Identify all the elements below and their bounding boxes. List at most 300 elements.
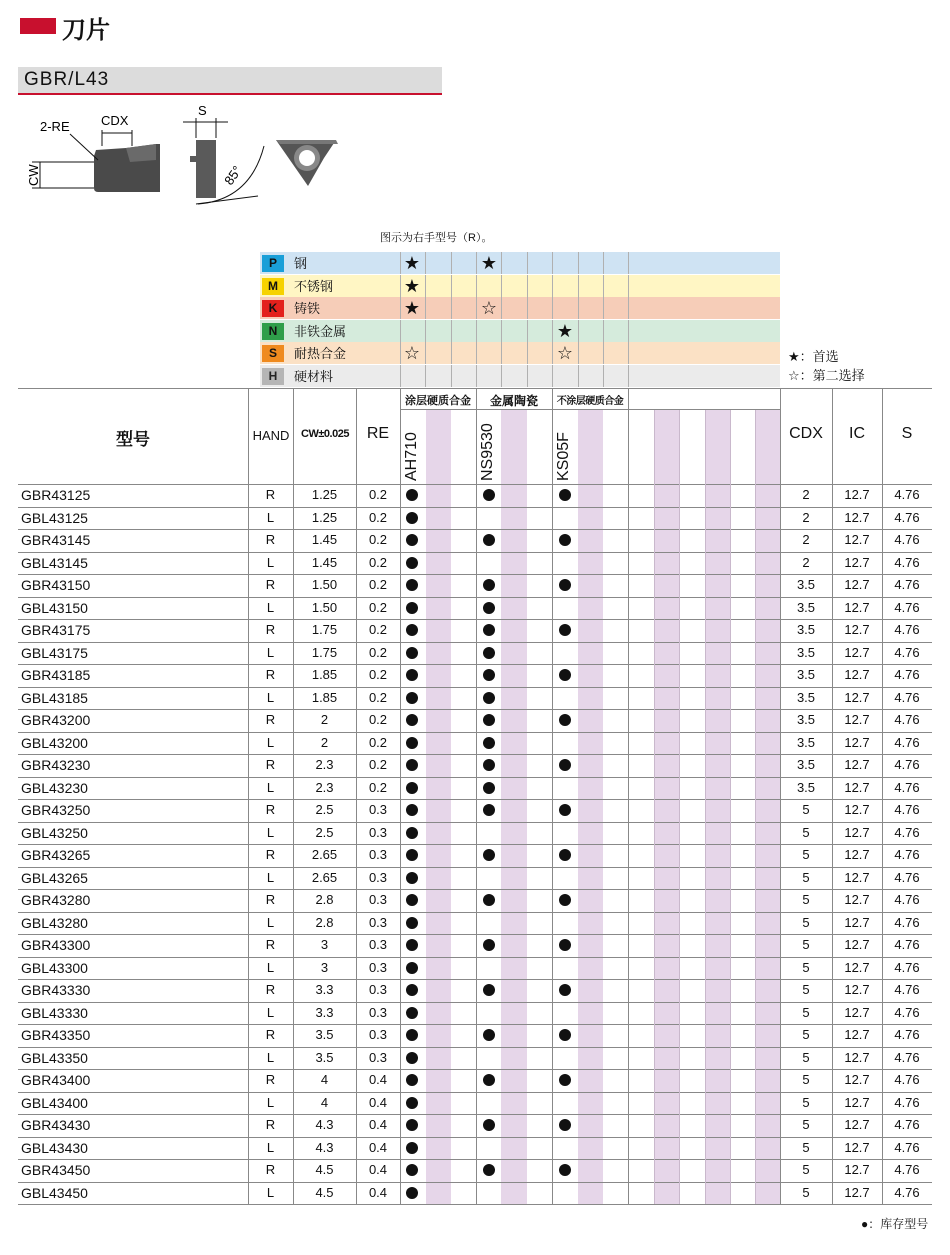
cw-cell: 2	[320, 712, 329, 727]
cw-cell: 2.5	[315, 824, 334, 840]
stock-dot-icon	[406, 1187, 418, 1199]
s-cell: 4.76	[894, 914, 920, 930]
s-cell: 4.76	[894, 779, 920, 795]
ic-cell: 12.7	[844, 1004, 870, 1020]
stock-dot-icon	[483, 714, 495, 726]
hand-cell: L	[266, 554, 275, 570]
model-cell: GBL43185	[21, 689, 88, 706]
model-cell: GBL43430	[21, 1139, 88, 1156]
cw-cell: 4.5	[315, 1184, 334, 1200]
material-name: 不锈钢	[294, 278, 334, 294]
grid-line	[451, 275, 452, 297]
side-view-drawing	[32, 130, 160, 192]
col-group-cermet: 金属陶瓷	[489, 394, 538, 408]
re-cell: 0.4	[368, 1117, 388, 1132]
grid-line	[476, 320, 477, 342]
cw-cell: 2.8	[315, 892, 334, 907]
stock-dot-icon	[483, 939, 495, 951]
stock-dot-icon	[406, 669, 418, 681]
re-cell: 0.4	[368, 1139, 388, 1155]
s-cell: 4.76	[894, 1094, 920, 1110]
cw-cell: 1.25	[311, 509, 338, 525]
ic-cell: 12.7	[844, 869, 870, 885]
cdx-cell: 3.5	[796, 757, 816, 772]
grid-line	[552, 275, 553, 297]
grade-subcolumn-divider	[730, 410, 731, 1204]
re-cell: 0.4	[368, 1162, 388, 1177]
cdx-cell: 5	[802, 1117, 810, 1132]
group-header-divider	[400, 409, 780, 410]
s-cell: 4.76	[894, 644, 920, 660]
model-cell: GBL43350	[21, 1049, 88, 1066]
cdx-cell: 5	[802, 802, 810, 817]
stock-dot-icon	[483, 737, 495, 749]
re-cell: 0.4	[368, 1094, 388, 1110]
stock-dot-icon	[483, 1074, 495, 1086]
cw-cell: 3.3	[315, 982, 334, 997]
model-cell: GBR43430	[21, 1117, 91, 1133]
grid-line	[578, 275, 579, 297]
stock-dot-icon	[559, 534, 571, 546]
grid-line	[501, 297, 502, 319]
section-color-bar	[20, 18, 56, 34]
material-row-s	[260, 342, 780, 364]
cw-cell: 3	[320, 959, 329, 975]
table-top-border	[18, 388, 932, 389]
model-title-underline	[18, 93, 442, 95]
grade-header-ah710: AH710	[403, 432, 420, 481]
cdx-cell: 3.5	[796, 779, 816, 795]
model-cell: GBR43330	[21, 982, 91, 998]
stock-dot-icon	[406, 579, 418, 591]
second-choice-star-icon: ☆	[403, 343, 421, 364]
grid-line	[527, 297, 528, 319]
stock-dot-icon	[559, 624, 571, 636]
stock-dot-icon	[406, 894, 418, 906]
material-name: 非铁金属	[294, 323, 347, 339]
s-cell: 4.76	[894, 892, 920, 907]
stock-dot-icon	[406, 557, 418, 569]
stock-dot-icon	[483, 984, 495, 996]
s-cell: 4.76	[894, 869, 920, 885]
ic-cell: 12.7	[844, 1139, 870, 1155]
grid-line	[501, 252, 502, 274]
re-cell: 0.4	[368, 1072, 388, 1087]
ic-cell: 12.7	[844, 712, 870, 727]
hand-cell: L	[266, 734, 275, 750]
re-cell: 0.3	[368, 982, 388, 997]
grid-line	[628, 365, 629, 387]
grid-line	[476, 342, 477, 364]
cdx-cell: 2	[802, 487, 810, 502]
hand-cell: L	[266, 1049, 275, 1065]
col-header-hand: HAND	[252, 428, 290, 443]
model-cell: GBR43265	[21, 847, 91, 863]
model-cell: GBL43300	[21, 959, 88, 976]
stock-dot-icon	[406, 1074, 418, 1086]
s-cell: 4.76	[894, 959, 920, 975]
grid-line	[501, 320, 502, 342]
material-code-badge: M	[262, 278, 284, 295]
hand-cell: R	[265, 757, 276, 772]
model-cell: GBR43450	[21, 1162, 91, 1178]
hand-cell: L	[266, 689, 275, 705]
cw-cell: 4	[320, 1094, 329, 1110]
ic-cell: 12.7	[844, 734, 870, 750]
s-cell: 4.76	[894, 532, 920, 547]
grid-line	[451, 252, 452, 274]
ic-cell: 12.7	[844, 1094, 870, 1110]
hand-cell: R	[265, 937, 276, 952]
stock-dot-icon	[406, 714, 418, 726]
cw-cell: 2.3	[315, 779, 334, 795]
cdx-cell: 5	[802, 914, 810, 930]
s-cell: 4.76	[894, 1049, 920, 1065]
grid-line	[527, 342, 528, 364]
ic-cell: 12.7	[844, 1117, 870, 1132]
grid-line	[451, 342, 452, 364]
model-cell: GBR43400	[21, 1072, 91, 1088]
cw-cell: 2	[320, 734, 329, 750]
grid-line	[578, 365, 579, 387]
col-header-s: S	[901, 425, 913, 442]
stock-dot-icon	[483, 804, 495, 816]
re-cell: 0.2	[368, 734, 388, 750]
s-cell: 4.76	[894, 712, 920, 727]
cw-cell: 1.85	[311, 667, 338, 682]
grid-line	[578, 320, 579, 342]
model-cell: GBR43300	[21, 937, 91, 953]
model-cell: GBR43200	[21, 712, 91, 728]
material-name: 硬材料	[294, 369, 334, 384]
cw-cell: 1.50	[311, 577, 338, 592]
stock-dot-icon	[483, 534, 495, 546]
model-cell: GBR43185	[21, 667, 91, 683]
material-row-h	[260, 365, 780, 387]
hand-cell: R	[265, 1162, 276, 1177]
cdx-cell: 5	[802, 1004, 810, 1020]
grid-line	[501, 275, 502, 297]
column-divider	[628, 388, 629, 1204]
diagram-label-cdx: CDX	[101, 113, 129, 128]
ic-cell: 12.7	[844, 959, 870, 975]
grid-line	[552, 297, 553, 319]
re-cell: 0.3	[368, 1027, 388, 1042]
grid-line	[527, 320, 528, 342]
grid-line	[628, 297, 629, 319]
s-cell: 4.76	[894, 847, 920, 862]
re-cell: 0.3	[368, 802, 388, 817]
row-divider	[18, 1204, 932, 1205]
ic-cell: 12.7	[844, 644, 870, 660]
s-cell: 4.76	[894, 689, 920, 705]
grid-line	[527, 275, 528, 297]
grid-line	[476, 365, 477, 387]
stock-dot-icon	[559, 759, 571, 771]
ic-cell: 12.7	[844, 1027, 870, 1042]
grid-line	[578, 297, 579, 319]
ic-cell: 12.7	[844, 487, 870, 502]
model-cell: GBL43400	[21, 1094, 88, 1111]
stock-dot-icon	[406, 962, 418, 974]
column-divider	[476, 388, 477, 1204]
cw-cell: 4	[320, 1072, 329, 1087]
right-hand-note: 图示为右手型号（R）。	[380, 232, 493, 244]
stock-dot-icon	[406, 804, 418, 816]
model-cell: GBL43265	[21, 869, 88, 886]
material-name: 耐热合金	[294, 346, 347, 362]
stock-dot-icon	[559, 1164, 571, 1176]
grade-subcolumn-divider	[654, 410, 655, 1204]
grid-line	[578, 342, 579, 364]
cw-cell: 2.5	[315, 802, 334, 817]
ic-cell: 12.7	[844, 689, 870, 705]
col-group-coated-carbide: 涂层硬质合金	[405, 395, 471, 407]
stock-dot-icon	[406, 1029, 418, 1041]
hand-cell: R	[265, 1072, 276, 1087]
cw-cell: 2.3	[315, 757, 334, 772]
cdx-cell: 5	[802, 847, 810, 862]
col-header-cw: CW±0.025	[301, 428, 349, 440]
s-cell: 4.76	[894, 1117, 920, 1132]
s-cell: 4.76	[894, 599, 920, 615]
s-cell: 4.76	[894, 487, 920, 502]
hand-cell: R	[265, 847, 276, 862]
material-code-badge: H	[262, 368, 284, 385]
column-divider	[400, 388, 401, 1204]
insert-top-view-drawing	[276, 140, 338, 186]
ic-cell: 12.7	[844, 532, 870, 547]
model-cell: GBL43280	[21, 914, 88, 931]
cdx-cell: 3.5	[796, 667, 816, 682]
re-cell: 0.3	[368, 824, 388, 840]
model-cell: GBL43175	[21, 644, 88, 661]
cw-cell: 1.25	[311, 487, 338, 502]
model-cell: GBR43145	[21, 532, 91, 548]
re-cell: 0.2	[368, 599, 388, 615]
re-cell: 0.2	[368, 577, 388, 592]
model-cell: GBR43280	[21, 892, 91, 908]
cdx-cell: 2	[802, 554, 810, 570]
s-cell: 4.76	[894, 1139, 920, 1155]
s-cell: 4.76	[894, 937, 920, 952]
stock-dot-icon	[559, 939, 571, 951]
re-cell: 0.2	[368, 689, 388, 705]
s-cell: 4.76	[894, 554, 920, 570]
s-cell: 4.76	[894, 1072, 920, 1087]
material-code-badge: K	[262, 300, 284, 317]
cw-cell: 1.45	[311, 532, 338, 547]
grid-line	[425, 365, 426, 387]
cw-cell: 1.85	[311, 689, 338, 705]
hand-cell: L	[266, 869, 275, 885]
legend-second-choice: ☆：第二选择	[788, 368, 865, 383]
cw-cell: 1.75	[311, 622, 338, 637]
col-header-ic: IC	[849, 425, 865, 442]
hand-cell: L	[266, 1184, 275, 1200]
ic-cell: 12.7	[844, 1049, 870, 1065]
re-cell: 0.3	[368, 937, 388, 952]
legend-first-choice: ★：首选	[788, 349, 839, 364]
grid-line	[501, 365, 502, 387]
hand-cell: R	[265, 487, 276, 502]
cdx-cell: 5	[802, 1072, 810, 1087]
ic-cell: 12.7	[844, 779, 870, 795]
cdx-cell: 5	[802, 1162, 810, 1177]
stock-dot-icon	[559, 804, 571, 816]
cw-cell: 1.45	[311, 554, 338, 570]
re-cell: 0.3	[368, 959, 388, 975]
re-cell: 0.3	[368, 892, 388, 907]
cw-cell: 1.50	[311, 599, 338, 615]
ic-cell: 12.7	[844, 667, 870, 682]
cw-cell: 4.3	[315, 1117, 334, 1132]
material-code-badge: N	[262, 323, 284, 340]
first-choice-star-icon: ★	[480, 253, 498, 273]
ic-cell: 12.7	[844, 802, 870, 817]
grid-line	[552, 252, 553, 274]
first-choice-star-icon: ★	[403, 253, 421, 273]
s-cell: 4.76	[894, 509, 920, 525]
grid-line	[527, 252, 528, 274]
model-cell: GBL43145	[21, 554, 88, 571]
cdx-cell: 5	[802, 959, 810, 975]
grid-line	[400, 320, 401, 342]
ic-cell: 12.7	[844, 1162, 870, 1177]
cdx-cell: 3.5	[796, 599, 816, 615]
re-cell: 0.2	[368, 532, 388, 547]
hand-cell: L	[266, 959, 275, 975]
grid-line	[628, 275, 629, 297]
stock-dot-icon	[559, 1029, 571, 1041]
cdx-cell: 5	[802, 1049, 810, 1065]
stock-dot-icon	[406, 759, 418, 771]
re-cell: 0.3	[368, 1049, 388, 1065]
grid-line	[425, 275, 426, 297]
ic-cell: 12.7	[844, 892, 870, 907]
model-title: GBR/L43	[24, 69, 110, 90]
cdx-cell: 5	[802, 937, 810, 952]
stock-dot-icon	[406, 602, 418, 614]
grid-line	[603, 252, 604, 274]
grid-line	[628, 342, 629, 364]
cdx-cell: 2	[802, 509, 810, 525]
cdx-cell: 3.5	[796, 712, 816, 727]
grid-line	[400, 365, 401, 387]
hand-cell: L	[266, 1139, 275, 1155]
ic-cell: 12.7	[844, 982, 870, 997]
cw-cell: 4.5	[315, 1162, 334, 1177]
hand-cell: L	[266, 914, 275, 930]
grid-line	[603, 297, 604, 319]
cdx-cell: 5	[802, 869, 810, 885]
stock-dot-icon	[483, 1029, 495, 1041]
stock-dot-icon	[559, 489, 571, 501]
stock-dot-icon	[406, 1142, 418, 1154]
grid-line	[628, 252, 629, 274]
re-cell: 0.2	[368, 487, 388, 502]
cw-cell: 2.65	[311, 847, 338, 862]
ic-cell: 12.7	[844, 622, 870, 637]
s-cell: 4.76	[894, 1004, 920, 1020]
first-choice-star-icon: ★	[403, 275, 421, 296]
ic-cell: 12.7	[844, 599, 870, 615]
re-cell: 0.4	[368, 1184, 388, 1200]
cdx-cell: 5	[802, 892, 810, 907]
col-group-uncoated-carbide: 不涂层硬质合金	[556, 396, 624, 407]
stock-dot-icon	[559, 714, 571, 726]
material-code-badge: P	[262, 255, 284, 272]
stock-dot-icon	[559, 579, 571, 591]
model-cell: GBR43250	[21, 802, 91, 818]
hand-cell: R	[265, 622, 276, 637]
stock-dot-icon	[483, 669, 495, 681]
cdx-cell: 5	[802, 824, 810, 840]
grid-line	[425, 320, 426, 342]
s-cell: 4.76	[894, 824, 920, 840]
model-cell: GBL43330	[21, 1004, 88, 1021]
s-cell: 4.76	[894, 734, 920, 750]
first-choice-star-icon: ★	[556, 320, 574, 341]
column-divider	[552, 388, 553, 1204]
stock-dot-icon	[406, 534, 418, 546]
stock-dot-icon	[406, 849, 418, 861]
cdx-cell: 5	[802, 982, 810, 997]
grid-line	[603, 320, 604, 342]
s-cell: 4.76	[894, 802, 920, 817]
hand-cell: R	[265, 982, 276, 997]
re-cell: 0.3	[368, 847, 388, 862]
re-cell: 0.2	[368, 509, 388, 525]
s-cell: 4.76	[894, 667, 920, 682]
col-header-model: 型号	[116, 430, 150, 449]
hand-cell: R	[265, 577, 276, 592]
stock-dot-icon	[483, 1164, 495, 1176]
col-header-cdx: CDX	[789, 425, 823, 442]
ic-cell: 12.7	[844, 509, 870, 525]
cdx-cell: 2	[802, 532, 810, 547]
diagram-label-s: S	[198, 103, 207, 118]
front-view-drawing	[183, 118, 264, 204]
stock-dot-icon	[406, 737, 418, 749]
grid-line	[425, 342, 426, 364]
hand-cell: R	[265, 1027, 276, 1042]
hand-cell: L	[266, 1004, 275, 1020]
s-cell: 4.76	[894, 1027, 920, 1042]
grid-line	[476, 275, 477, 297]
hand-cell: R	[265, 532, 276, 547]
ic-cell: 12.7	[844, 554, 870, 570]
model-cell: GBL43150	[21, 599, 88, 616]
cdx-cell: 5	[802, 1094, 810, 1110]
cw-cell: 2.65	[311, 869, 338, 885]
cw-cell: 2.8	[315, 914, 334, 930]
stock-dot-icon	[406, 1119, 418, 1131]
material-name: 铸铁	[294, 301, 321, 317]
stock-dot-icon	[559, 849, 571, 861]
material-name: 钢	[294, 256, 308, 271]
model-cell: GBL43200	[21, 734, 88, 751]
hand-cell: L	[266, 644, 275, 660]
grid-line	[451, 297, 452, 319]
hand-cell: L	[266, 599, 275, 615]
stock-dot-icon	[406, 692, 418, 704]
material-row-m	[260, 275, 780, 297]
stock-dot-icon	[559, 894, 571, 906]
re-cell: 0.2	[368, 779, 388, 795]
stock-dot-icon	[483, 602, 495, 614]
grade-header-ks05f: KS05F	[555, 432, 572, 481]
